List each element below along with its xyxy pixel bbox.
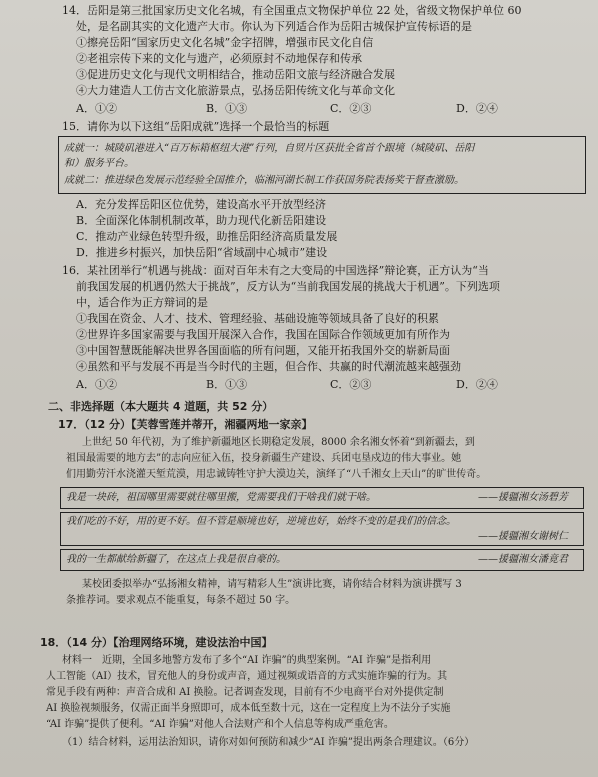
q14-choice-b[interactable]: B．①③ — [206, 102, 248, 115]
q18-material-line3: 常见手段有两种：声音合成和 AI 换脸。记者调查发现，目前有不少电商平台对外提供定制 — [46, 687, 444, 698]
q17-task-line1: 某校团委拟举办“弘扬湘女精神，请写精彩人生”演讲比赛，请你结合材料为演讲撰写 3 — [82, 579, 462, 590]
q17-title: 17．（12 分）【芙蓉雪莲并蒂开，湘疆两地一家亲】 — [58, 418, 313, 431]
q14-option-4: ④大力建造人工仿古文化旅游景点，弘扬岳阳传统文化与革命文化 — [76, 84, 395, 97]
q16-option-4: ④虽然和平与发展不再是当今时代的主题，但合作、共赢的时代潮流越来越强劲 — [76, 360, 461, 373]
q15-achievement-2: 成就二：推进绿色发展示范经验全国推介，临湘河湖长制工作获国务院表扬奖干督查激励。 — [64, 175, 464, 186]
q17-quote-3: 我的一生都献给新疆了，在这点上我是很自豪的。 — [66, 554, 286, 565]
q14-option-3: ③促进历史文化与现代文明相结合，推动岳阳文旅与经济融合发展 — [76, 68, 395, 81]
q14-option-2: ②老祖宗传下来的文化与遗产，必须原封不动地保存和传承 — [76, 52, 362, 65]
q17-quote-1: 我是一块砖，祖国哪里需要就往哪里搬，党需要我们干啥我们就干啥。 — [66, 492, 376, 503]
q18-material-line1: 材料一 近期，全国多地警方发布了多个“AI 诈骗”的典型案例。“AI 诈骗”是指利用 — [62, 655, 432, 666]
q15-stem: 15．请你为以下这组“岳阳成就”选择一个最恰当的标题 — [62, 120, 330, 133]
q18-material-line4: AI 换脸视频服务，仅需正面半身照即可，成本低至数十元，这在一定程度上为不法分子实施 — [46, 703, 451, 714]
q16-option-2: ②世界许多国家需要与我国开展深入合作，我国在国际合作领域更加有所作为 — [76, 328, 450, 341]
q17-task-line2: 条推荐词。要求观点不能重复，每条不超过 50 字。 — [66, 595, 296, 606]
q16-choice-b[interactable]: B．①③ — [206, 378, 248, 391]
q15-choice-b[interactable]: B．全面深化体制机制改革，助力现代化新岳阳建设 — [76, 214, 327, 227]
q15-achievement-1a: 成就一：城陵矶港进入“百万标箱枢纽大港”行列，自贸片区获批全省首个跟境（城陵矶、岳阳 — [64, 143, 475, 154]
q16-choice-d[interactable]: D．②④ — [456, 378, 498, 391]
q14-choice-c[interactable]: C．②③ — [330, 102, 372, 115]
q17-signature-3: ——援疆湘女潘竟君 — [478, 554, 568, 565]
q14-stem-line1: 14．岳阳是第三批国家历史文化名城，有全国重点文物保护单位 22 处，省级文物保护单位 60 — [62, 4, 522, 17]
q18-title: 18．（14 分）【治理网络环境，建设法治中国】 — [40, 636, 273, 649]
q15-achievement-1b: 和）服务平台。 — [64, 158, 134, 169]
q16-choice-c[interactable]: C．②③ — [330, 378, 372, 391]
q15-choice-c[interactable]: C．推动产业绿色转型升级，助推岳阳经济高质量发展 — [76, 230, 338, 243]
q14-stem-line2: 处，是名副其实的文化遗产大市。你认为下列适合作为岳阳古城保护宣传标语的是 — [76, 20, 472, 33]
q15-choice-d[interactable]: D．推进乡村振兴，加快岳阳“省域副中心城市”建设 — [76, 246, 328, 259]
q16-choice-a[interactable]: A．①② — [76, 378, 117, 391]
q16-stem-line3: 中，适合作为正方辩词的是 — [76, 296, 208, 309]
q17-material-line2: 祖国最需要的地方去”的志向应征入伍，投身新疆生产建设、兵团屯垦戍边的伟大事业。她 — [66, 453, 462, 464]
q16-stem-line1: 16．某社团举行“机遇与挑战：面对百年未有之大变局的中国选择”辩论赛，正方认为“当 — [62, 264, 489, 277]
section-heading: 二、非选择题（本大题共 4 道题，共 52 分） — [48, 400, 274, 413]
q14-option-1: ①擦亮岳阳“国家历史文化名城”金字招牌，增强市民文化自信 — [76, 36, 374, 49]
q15-choice-a[interactable]: A．充分发挥岳阳区位优势，建设高水平开放型经济 — [76, 198, 326, 211]
q18-material-line2: 人工智能（AI）技术，冒充他人的身份或声音，通过视频或语音的方式实施诈骗的行为。其 — [46, 671, 448, 682]
q16-stem-line2: 前我国发展的机遇仍然大于挑战”，反方认为“当前我国发展的挑战大于机遇”。下列选项 — [76, 280, 500, 293]
q16-option-3: ③中国智慧既能解决世界各国面临的所有问题，又能开拓我国外交的崭新局面 — [76, 344, 450, 357]
q16-option-1: ①我国在资金、人才、技术、管理经验、基础设施等领域具备了良好的积累 — [76, 312, 439, 325]
q14-choice-a[interactable]: A．①② — [76, 102, 117, 115]
q17-material-line3: 们用勤劳汗水浇灌天堑荒漠，用忠诚铸牲守护大漠边关，演绎了“八千湘女上天山”的旷世传奇。 — [66, 469, 487, 480]
q17-signature-2: ——援疆湘女谢树仁 — [478, 531, 568, 542]
q17-quote-2: 我们吃的不好，用的更不好。但不管是顺境也好，逆境也好，始终不变的是我们的信念。 — [66, 516, 456, 527]
q17-signature-1: ——援疆湘女汤碧芳 — [478, 492, 568, 503]
q17-material-line1: 上世纪 50 年代初，为了维护新疆地区长期稳定发展，8000 余名湘女怀着“到新疆去，到 — [82, 437, 475, 448]
q18-material-line5: “AI 诈骗”提供了便利。“AI 诈骗”对他人合法财产和个人信息等构成严重危害。 — [46, 719, 394, 730]
q14-choice-d[interactable]: D．②④ — [456, 102, 498, 115]
q18-question-1: （1）结合材料，运用法治知识，请你对如何预防和减少“AI 诈骗”提出两条合理建议。（6分） — [62, 737, 475, 748]
